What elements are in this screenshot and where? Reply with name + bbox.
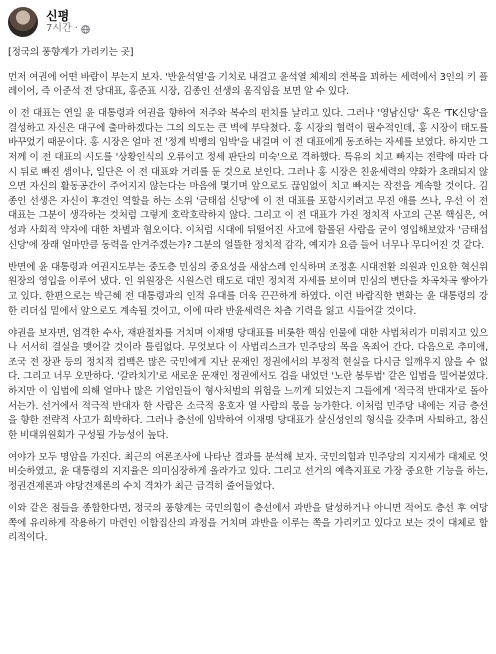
post-title: [정국의 풍향계가 가리키는 곳] <box>8 47 134 58</box>
time-separator: · <box>74 23 78 35</box>
post-paragraph: 반면에 윤 대통령과 여권지도부는 중도층 민심의 중요성을 새삼스레 인식하며 조정훈 시대전환 의원과 인요한 혁신위원장의 영입을 이루어 냈다. 인 위원장은 시원스런 태도로 대민 정치적 자세를 보이며 민심의 변단을 차곡차곡 쌓아가고 있다. 한편으로는 박근혜 전 대통령과의 인적 유대를 더욱 끈끈하게 하였다. 이런 바람직한 변화는 윤 대통령의 강한 리더십 밑에서 앞으로도 계속될 것이고, 이에 따라 반윤세력은 차츰 기력을 잃고 시들어갈 것이다. <box>8 261 488 317</box>
author-avatar[interactable] <box>8 7 38 37</box>
author-name[interactable]: 신평 <box>46 8 70 23</box>
globe-icon[interactable] <box>81 25 90 34</box>
post-subline <box>46 23 90 35</box>
post-header <box>8 6 488 38</box>
post-meta <box>46 9 90 35</box>
post-paragraph: 야권을 보자면, 엄격한 수사, 재판절차를 거치며 이재명 당대표를 비롯한 핵심 인물에 대한 사법처리가 미뤄지고 있으나 서서히 결실을 맺어갈 것이라 틀림없다. 무엇보다 이 사법리스크가 민주당의 목을 옥죄어 간다. 다음으로 추미애, 조국 전 장관 등의 정치적 컴백은 많은 국민에게 지난 문재인 정권에서의 부정적 현실을 다시금 일깨우지 않을 수 없다. 그리고 너무 오만하다. '갈라치기'로 새로운 문재인 정권에서도 겁을 내었던 '노란 봉투법' 같은 입법을 밀어붙였다. 하지만 이 입법에 의해 얼마나 많은 기업인들이 형사처벌의 위험을 느끼게 되었는지 그들에게 '적극적 반대자'로 돌아서는가. 선거에서 적극적 반대자 한 사람은 소극적 옹호자 열 사람의 몫을 능가한다. 이처럼 민주당 내에는 지금 층선을 향한 전략적 사고가 희박하다. 그러나 층선에 임박하여 이재명 당대표가 살신성인의 형식을 갖추며 사퇴하고, 참신한 비대위원회가 구성될 가능성이 높다. <box>8 327 488 441</box>
post-time[interactable]: 7시간 <box>46 23 72 35</box>
post-paragraph: 이와 같은 점들을 종합한다면, 정국의 풍향계는 국민의힘이 층선에서 과반을 달성하거나 아니면 적어도 층선 후 여당 쪽에 유리하게 작용하기 마련인 이합집산의 과정을 거치며 과반을 이루는 쪽을 가리키고 있다고 보는 것이 대체로 합리적이다. <box>8 503 488 544</box>
post-content <box>8 46 488 546</box>
post-paragraph: 여야가 모두 명암을 가진다. 최근의 여론조사에 나타난 결과를 분석해 보자. 국민의힘과 민주당의 지지세가 대체로 엇비슷하였고, 윤 대통령의 지지율은 의미심장하게 올라가고 있다. 그리고 선거의 예측지표로 가장 중요한 기능을 하는, 정권견제론과 야당견제론의 수치 격차가 최근 급격히 줄어들었다. <box>8 451 488 493</box>
post-paragraph: 이 전 대표는 연일 윤 대통령과 여권을 향하여 저주와 복수의 펀치를 날리고 있다. 그러나 '영남신당' 혹은 'TK신당'을 결성하고 자신은 대구에 출마하겠다는 그의 의도는 큰 벽에 부닥쳤다. 홍 시장의 협력이 필수적인데, 홍 시장이 태도를 바꾸었기 때문이다. 홍 시장은 얼마 전 '정계 빅뱅의 임박'을 내걸며 이 전 대표에게 동조하는 자세를 보였다. 하지만 그저께 이 전 대표의 시도를 '상황인식의 오류이고 정세 판단의 미숙'으로 격하했다. 특유의 치고 빠지는 전략에 따라 다시 뒤로 빠진 셈이나, 일단은 이 전 대표와 거리를 둔 것으로 보인다. 그러나 홍 시장은 친윤세력의 약화가 초래되지 않으면 자신의 활동공간이 주어지지 않는다는 마음에 몇기며 앞으로도 끊임없이 치고 빠지는 작전을 계속할 것이다. 김종인 선생은 자신이 후견인 역할을 하는 소위 '금태섭 신당'에 이 전 대표를 포함시키려고 무진 애를 쓰나, 우선 이 전 대표는 그분이 생각하는 것처럼 그렇게 호락호락하지 않다. 그리고 이 전 대표가 가진 정치적 사고의 근본 핵심은, 여성과 사회적 약자에 대한 차별과 혐오이다. 이처럼 시대에 뒤떨어진 사고에 함몰된 사람을 굳이 영입해보았자 '금태섭 신당'에 장래 얼마만큼 동력을 안겨주겠는가? 그분의 얼뜰한 정치적 감각, 예지가 요즘 들어 너무나 무디어진 것 같다. <box>8 108 488 251</box>
post-paragraph: 먼저 여권에 어떤 바람이 부는지 보자. '반윤석열'을 기치로 내걸고 윤석열 체제의 전복을 꾀하는 세력에서 3인의 키 플레이어, 즉 이준석 전 당대표, 홍준표 시장, 김종인 선생의 움직임을 보면 알 수 있다. <box>8 71 488 98</box>
